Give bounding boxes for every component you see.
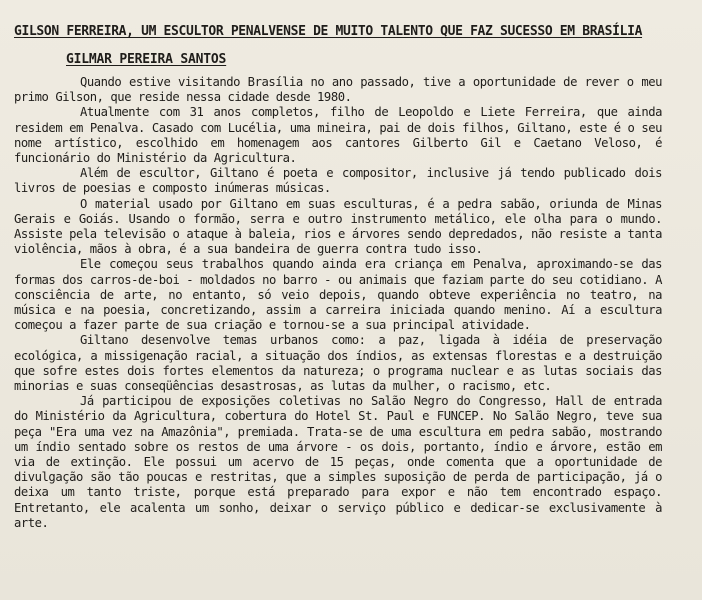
paragraph-4: O material usado por Giltano em suas esculturas, é a pedra sabão, oriunda de Minas Gerais e Goiás. Usando o formão, serra e outro instrumento metálico, ele olha para o mundo. Assiste pela televisão o ataque à baleia, rios e árvores sendo depredados, não resiste a tanta violência, mãos à obra, é a sua bandeira de guerra contra tudo isso. [14, 196, 662, 257]
article-title: GILSON FERREIRA, UM ESCULTOR PENALVENSE DE MUITO TALENTO QUE FAZ SUCESSO EM BRASÍLIA [14, 24, 643, 39]
paragraph-6: Giltano desenvolve temas urbanos como: a paz, ligada à idéia de preservação ecológica, a missigenação racial, a situação dos índios, as extensas florestas e a destruição que sofre estes dois fortes elementos da natureza; o programa nuclear e as lutas sociais das minorias e suas conseqüências desastrosas, as lutas da mulher, o racismo, etc. [14, 333, 662, 394]
paragraph-5: Ele começou seus trabalhos quando ainda era criança em Penalva, aproximando-se das formas dos carros-de-boi - moldados no barro - ou animais que faziam parte do seu cotidiano. A consciência de arte, no entanto, só veio depois, quando obteve experiência no teatro, na música e na poesia, concretizando, assim a carreira iniciada quando menino. Aí a escultura começou a fazer parte de sua criação e tornou-se a sua principal atividade. [14, 257, 662, 333]
paragraph-7: Já participou de exposições coletivas no Salão Negro do Congresso, Hall de entrada do Ministério da Agricultura, cobertura do Hotel St. Paul e FUNCEP. No Salão Negro, teve sua peça "Era uma vez na Amazônia", premiada. Trata-se de uma escultura em pedra sabão, mostrando um índio sentado sobre os restos de uma árvore - os dois, portanto, índio e árvore, estão em via de extinção. Ele possui um acervo de 15 peças, onde comenta que a oportunidade de divulgação são tão poucas e restritas, que a simples suposição de perda de participação, já o deixa um tanto triste, porque está preparado para expor e não tem encontrado espaço. Entretanto, ele acalenta um sonho, deixar o serviço público e dedicar-se exclusivamente à arte. [14, 394, 662, 530]
paragraph-3: Além de escultor, Giltano é poeta e compositor, inclusive já tendo publicado dois livros de poesias e composto inúmeras músicas. [14, 166, 662, 196]
article-author: GILMAR PEREIRA SANTOS [66, 52, 227, 67]
paragraph-1: Quando estive visitando Brasília no ano passado, tive a oportunidade de rever o meu primo Gilson, que reside nessa cidade desde 1980. [14, 75, 662, 105]
paragraph-2: Atualmente com 31 anos completos, filho de Leopoldo e Liete Ferreira, que ainda residem em Penalva. Casado com Lucélia, uma mineira, pai de dois filhos, Giltano, este é o seu nome artístico, escolhido em homenagem aos cantores Gilberto Gil e Caetano Veloso, é funcionário do Ministério da Agricultura. [14, 105, 662, 166]
article-body [14, 75, 662, 531]
